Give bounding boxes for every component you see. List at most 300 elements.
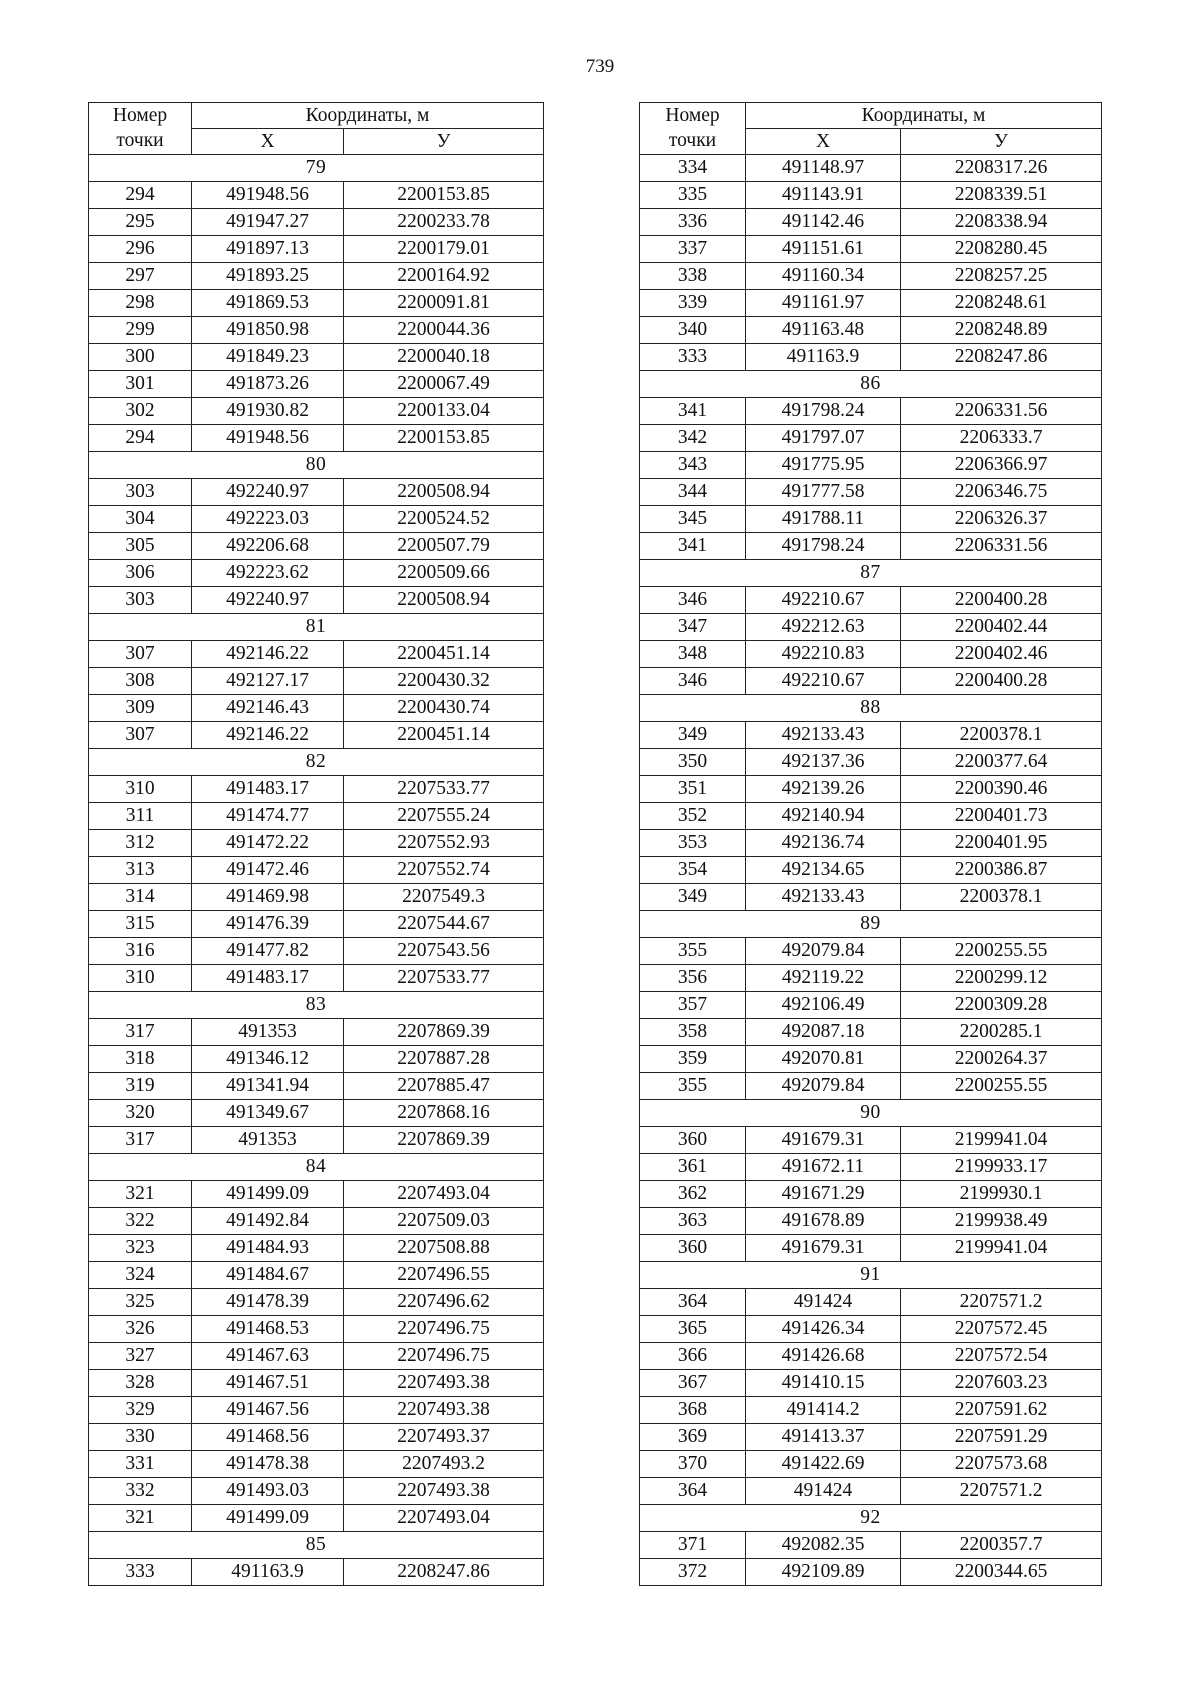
section-row [640, 1262, 1102, 1289]
y-coordinate-cell: 2207493.04 [344, 1505, 544, 1532]
point-number-cell: 314 [89, 884, 192, 911]
table-row [89, 965, 544, 992]
y-coordinate-cell: 2200401.73 [901, 803, 1102, 830]
table-row [89, 722, 544, 749]
point-number-cell: 299 [89, 317, 192, 344]
y-coordinate-cell: 2207493.04 [344, 1181, 544, 1208]
y-coordinate-cell: 2200430.32 [344, 668, 544, 695]
table-row [640, 1370, 1102, 1397]
x-coordinate-cell: 491142.46 [746, 209, 901, 236]
y-coordinate-cell: 2207544.67 [344, 911, 544, 938]
table-row [640, 1397, 1102, 1424]
y-coordinate-cell: 2207552.93 [344, 830, 544, 857]
point-number-cell: 354 [640, 857, 746, 884]
point-number-cell: 347 [640, 614, 746, 641]
x-header: X [192, 129, 344, 155]
y-coordinate-cell: 2200451.14 [344, 722, 544, 749]
table-row [640, 938, 1102, 965]
point-number-cell: 345 [640, 506, 746, 533]
y-coordinate-cell: 2207533.77 [344, 965, 544, 992]
table-row [640, 1235, 1102, 1262]
y-coordinate-cell: 2207869.39 [344, 1127, 544, 1154]
y-coordinate-cell: 2200400.28 [901, 668, 1102, 695]
x-coordinate-cell: 492146.43 [192, 695, 344, 722]
x-coordinate-cell: 491414.2 [746, 1397, 901, 1424]
x-coordinate-cell: 491893.25 [192, 263, 344, 290]
section-row [89, 992, 544, 1019]
x-coordinate-cell: 491948.56 [192, 182, 344, 209]
x-coordinate-cell: 492082.35 [746, 1532, 901, 1559]
point-number-cell: 340 [640, 317, 746, 344]
table-row [89, 1100, 544, 1127]
coordinates-table-left [88, 102, 544, 1586]
point-number-cell: 307 [89, 722, 192, 749]
point-number-cell: 319 [89, 1073, 192, 1100]
point-number-cell: 339 [640, 290, 746, 317]
point-number-cell: 309 [89, 695, 192, 722]
x-coordinate-cell: 491478.38 [192, 1451, 344, 1478]
x-coordinate-cell: 491424 [746, 1289, 901, 1316]
x-coordinate-cell: 491341.94 [192, 1073, 344, 1100]
x-coordinate-cell: 492079.84 [746, 1073, 901, 1100]
y-coordinate-cell: 2200067.49 [344, 371, 544, 398]
section-number: 89 [640, 911, 1102, 938]
x-coordinate-cell: 492223.03 [192, 506, 344, 533]
y-coordinate-cell: 2207555.24 [344, 803, 544, 830]
table-row [640, 452, 1102, 479]
point-number-cell: 311 [89, 803, 192, 830]
x-coordinate-cell: 491775.95 [746, 452, 901, 479]
table-row [640, 155, 1102, 182]
point-number-cell: 318 [89, 1046, 192, 1073]
section-number: 83 [89, 992, 544, 1019]
x-coordinate-cell: 491160.34 [746, 263, 901, 290]
y-coordinate-cell: 2200133.04 [344, 398, 544, 425]
table-row [640, 992, 1102, 1019]
y-coordinate-cell: 2206366.97 [901, 452, 1102, 479]
section-number: 79 [89, 155, 544, 182]
x-coordinate-cell: 492240.97 [192, 587, 344, 614]
y-coordinate-cell: 2200451.14 [344, 641, 544, 668]
point-number-cell: 364 [640, 1478, 746, 1505]
x-coordinate-cell: 492079.84 [746, 938, 901, 965]
y-coordinate-cell: 2208257.25 [901, 263, 1102, 290]
point-number-cell: 349 [640, 884, 746, 911]
y-coordinate-cell: 2208248.89 [901, 317, 1102, 344]
table-row [640, 236, 1102, 263]
table-row [640, 1289, 1102, 1316]
x-coordinate-cell: 491947.27 [192, 209, 344, 236]
x-coordinate-cell: 491679.31 [746, 1127, 901, 1154]
point-number-cell: 359 [640, 1046, 746, 1073]
point-number-cell: 351 [640, 776, 746, 803]
x-coordinate-cell: 491788.11 [746, 506, 901, 533]
point-number-cell: 344 [640, 479, 746, 506]
section-number: 81 [89, 614, 544, 641]
table-row [640, 533, 1102, 560]
table-row [640, 425, 1102, 452]
y-coordinate-cell: 2200255.55 [901, 1073, 1102, 1100]
section-number: 90 [640, 1100, 1102, 1127]
y-coordinate-cell: 2208247.86 [901, 344, 1102, 371]
y-coordinate-cell: 2200378.1 [901, 722, 1102, 749]
section-row [89, 155, 544, 182]
table-row [89, 533, 544, 560]
point-number-cell: 357 [640, 992, 746, 1019]
y-coordinate-cell: 2206326.37 [901, 506, 1102, 533]
table-row [89, 209, 544, 236]
coordinates-header: Координаты, м [746, 103, 1102, 129]
section-row [640, 1100, 1102, 1127]
y-coordinate-cell: 2207869.39 [344, 1019, 544, 1046]
table-row [89, 182, 544, 209]
point-number-cell: 358 [640, 1019, 746, 1046]
y-coordinate-cell: 2207493.38 [344, 1397, 544, 1424]
y-coordinate-cell: 2200400.28 [901, 587, 1102, 614]
point-number-cell: 346 [640, 668, 746, 695]
table-row [89, 1262, 544, 1289]
section-number: 86 [640, 371, 1102, 398]
point-number-cell: 341 [640, 533, 746, 560]
y-coordinate-cell: 2207885.47 [344, 1073, 544, 1100]
y-coordinate-cell: 2207496.75 [344, 1316, 544, 1343]
y-coordinate-cell: 2207493.38 [344, 1478, 544, 1505]
point-number-cell: 336 [640, 209, 746, 236]
point-number-cell: 342 [640, 425, 746, 452]
y-coordinate-cell: 2200044.36 [344, 317, 544, 344]
point-number-cell: 322 [89, 1208, 192, 1235]
table-row [640, 857, 1102, 884]
y-coordinate-cell: 2208280.45 [901, 236, 1102, 263]
point-number-cell: 360 [640, 1127, 746, 1154]
x-coordinate-cell: 491353 [192, 1019, 344, 1046]
x-coordinate-cell: 492206.68 [192, 533, 344, 560]
point-number-cell: 335 [640, 182, 746, 209]
table-row [89, 1046, 544, 1073]
coordinates-header: Координаты, м [192, 103, 544, 129]
table-row [89, 803, 544, 830]
y-header: У [344, 129, 544, 155]
y-coordinate-cell: 2206331.56 [901, 533, 1102, 560]
point-number-cell: 360 [640, 1235, 746, 1262]
table-row [640, 722, 1102, 749]
table-row [640, 1559, 1102, 1586]
point-number-cell: 372 [640, 1559, 746, 1586]
table-row [89, 317, 544, 344]
x-coordinate-cell: 491163.9 [192, 1559, 344, 1586]
table-row [640, 884, 1102, 911]
point-number-cell: 296 [89, 236, 192, 263]
section-row [640, 371, 1102, 398]
table-row [89, 884, 544, 911]
section-number: 85 [89, 1532, 544, 1559]
table-row [640, 317, 1102, 344]
x-coordinate-cell: 492119.22 [746, 965, 901, 992]
table-row [89, 1289, 544, 1316]
x-coordinate-cell: 491798.24 [746, 398, 901, 425]
table-row [640, 1181, 1102, 1208]
table-row [640, 749, 1102, 776]
y-coordinate-cell: 2200285.1 [901, 1019, 1102, 1046]
y-coordinate-cell: 2208339.51 [901, 182, 1102, 209]
x-coordinate-cell: 491483.17 [192, 965, 344, 992]
y-coordinate-cell: 2207868.16 [344, 1100, 544, 1127]
x-coordinate-cell: 492210.83 [746, 641, 901, 668]
y-coordinate-cell: 2207552.74 [344, 857, 544, 884]
y-coordinate-cell: 2207591.29 [901, 1424, 1102, 1451]
point-number-cell: 298 [89, 290, 192, 317]
point-number-cell: 327 [89, 1343, 192, 1370]
table-row [640, 1451, 1102, 1478]
x-coordinate-cell: 491850.98 [192, 317, 344, 344]
y-coordinate-cell: 2207509.03 [344, 1208, 544, 1235]
point-number-cell: 369 [640, 1424, 746, 1451]
table-row [89, 587, 544, 614]
y-coordinate-cell: 2200344.65 [901, 1559, 1102, 1586]
x-coordinate-cell: 492087.18 [746, 1019, 901, 1046]
y-coordinate-cell: 2200377.64 [901, 749, 1102, 776]
point-number-cell: 326 [89, 1316, 192, 1343]
table-row [89, 938, 544, 965]
x-coordinate-cell: 492223.62 [192, 560, 344, 587]
table-row [89, 344, 544, 371]
point-number-cell: 310 [89, 776, 192, 803]
table-row [640, 344, 1102, 371]
y-coordinate-cell: 2200378.1 [901, 884, 1102, 911]
point-number-cell: 328 [89, 1370, 192, 1397]
y-coordinate-cell: 2200179.01 [344, 236, 544, 263]
table-row [89, 668, 544, 695]
section-number: 80 [89, 452, 544, 479]
x-coordinate-cell: 491930.82 [192, 398, 344, 425]
point-number-cell: 361 [640, 1154, 746, 1181]
point-number-cell: 324 [89, 1262, 192, 1289]
x-coordinate-cell: 491467.51 [192, 1370, 344, 1397]
y-coordinate-cell: 2207573.68 [901, 1451, 1102, 1478]
x-coordinate-cell: 492136.74 [746, 830, 901, 857]
y-coordinate-cell: 2207493.37 [344, 1424, 544, 1451]
y-coordinate-cell: 2207493.38 [344, 1370, 544, 1397]
x-coordinate-cell: 491346.12 [192, 1046, 344, 1073]
y-coordinate-cell: 2200430.74 [344, 695, 544, 722]
x-coordinate-cell: 491493.03 [192, 1478, 344, 1505]
y-coordinate-cell: 2208338.94 [901, 209, 1102, 236]
y-coordinate-cell: 2207533.77 [344, 776, 544, 803]
point-number-cell: 332 [89, 1478, 192, 1505]
point-number-cell: 305 [89, 533, 192, 560]
point-number-cell: 355 [640, 938, 746, 965]
point-number-cell: 338 [640, 263, 746, 290]
y-coordinate-cell: 2207887.28 [344, 1046, 544, 1073]
point-number-cell: 356 [640, 965, 746, 992]
x-coordinate-cell: 491410.15 [746, 1370, 901, 1397]
x-coordinate-cell: 491797.07 [746, 425, 901, 452]
point-number-cell: 330 [89, 1424, 192, 1451]
table-row [640, 641, 1102, 668]
table-row [89, 695, 544, 722]
section-row [89, 1154, 544, 1181]
table-row [640, 479, 1102, 506]
point-number-cell: 366 [640, 1343, 746, 1370]
section-row [640, 560, 1102, 587]
table-row [640, 1343, 1102, 1370]
table-row [89, 1424, 544, 1451]
point-number-cell: 323 [89, 1235, 192, 1262]
x-coordinate-cell: 491353 [192, 1127, 344, 1154]
x-coordinate-cell: 491483.17 [192, 776, 344, 803]
point-number-cell: 341 [640, 398, 746, 425]
point-number-cell: 343 [640, 452, 746, 479]
table-row [89, 560, 544, 587]
table-row [640, 1019, 1102, 1046]
point-number-cell: 334 [640, 155, 746, 182]
x-coordinate-cell: 491426.68 [746, 1343, 901, 1370]
point-number-cell: 313 [89, 857, 192, 884]
section-number: 88 [640, 695, 1102, 722]
y-coordinate-cell: 2200508.94 [344, 587, 544, 614]
x-coordinate-cell: 491161.97 [746, 290, 901, 317]
x-coordinate-cell: 492133.43 [746, 722, 901, 749]
x-coordinate-cell: 491777.58 [746, 479, 901, 506]
y-coordinate-cell: 2207493.2 [344, 1451, 544, 1478]
point-number-cell: 300 [89, 344, 192, 371]
table-row [640, 1154, 1102, 1181]
point-number-cell: 363 [640, 1208, 746, 1235]
point-number-cell: 353 [640, 830, 746, 857]
table-row [89, 479, 544, 506]
x-coordinate-cell: 491474.77 [192, 803, 344, 830]
y-coordinate-cell: 2199933.17 [901, 1154, 1102, 1181]
x-coordinate-cell: 491468.56 [192, 1424, 344, 1451]
point-number-cell: 370 [640, 1451, 746, 1478]
table-row [89, 425, 544, 452]
x-coordinate-cell: 491849.23 [192, 344, 344, 371]
point-number-cell: 317 [89, 1127, 192, 1154]
point-number-cell: 352 [640, 803, 746, 830]
point-number-cell: 317 [89, 1019, 192, 1046]
x-coordinate-cell: 492210.67 [746, 668, 901, 695]
point-number-cell: 301 [89, 371, 192, 398]
y-header: У [901, 129, 1102, 155]
section-row [640, 695, 1102, 722]
x-coordinate-cell: 492134.65 [746, 857, 901, 884]
table-row [640, 1478, 1102, 1505]
table-row [640, 776, 1102, 803]
table-row [640, 1073, 1102, 1100]
point-number-cell: 302 [89, 398, 192, 425]
point-number-cell: 321 [89, 1505, 192, 1532]
table-row [89, 641, 544, 668]
point-number-cell: 333 [89, 1559, 192, 1586]
y-coordinate-cell: 2207496.62 [344, 1289, 544, 1316]
section-number: 92 [640, 1505, 1102, 1532]
y-coordinate-cell: 2200508.94 [344, 479, 544, 506]
y-coordinate-cell: 2200507.79 [344, 533, 544, 560]
y-coordinate-cell: 2206346.75 [901, 479, 1102, 506]
x-coordinate-cell: 492210.67 [746, 587, 901, 614]
y-coordinate-cell: 2207508.88 [344, 1235, 544, 1262]
point-number-cell: 365 [640, 1316, 746, 1343]
point-number-cell: 371 [640, 1532, 746, 1559]
x-coordinate-cell: 491468.53 [192, 1316, 344, 1343]
table-row [640, 803, 1102, 830]
table-row [640, 1046, 1102, 1073]
point-number-header: Номер точки [89, 103, 192, 155]
x-coordinate-cell: 491484.93 [192, 1235, 344, 1262]
table-row [89, 776, 544, 803]
x-coordinate-cell: 492212.63 [746, 614, 901, 641]
y-coordinate-cell: 2200390.46 [901, 776, 1102, 803]
y-coordinate-cell: 2200164.92 [344, 263, 544, 290]
x-coordinate-cell: 492106.49 [746, 992, 901, 1019]
section-number: 84 [89, 1154, 544, 1181]
section-row [89, 1532, 544, 1559]
y-coordinate-cell: 2199941.04 [901, 1127, 1102, 1154]
x-coordinate-cell: 491163.48 [746, 317, 901, 344]
table-row [89, 1397, 544, 1424]
table-row [89, 1505, 544, 1532]
y-coordinate-cell: 2200091.81 [344, 290, 544, 317]
x-coordinate-cell: 492127.17 [192, 668, 344, 695]
table-row [89, 857, 544, 884]
x-coordinate-cell: 492146.22 [192, 641, 344, 668]
y-coordinate-cell: 2207571.2 [901, 1478, 1102, 1505]
point-number-cell: 312 [89, 830, 192, 857]
y-coordinate-cell: 2200386.87 [901, 857, 1102, 884]
y-coordinate-cell: 2207496.55 [344, 1262, 544, 1289]
table-row [640, 263, 1102, 290]
y-coordinate-cell: 2199930.1 [901, 1181, 1102, 1208]
table-row [640, 1424, 1102, 1451]
point-number-cell: 364 [640, 1289, 746, 1316]
y-coordinate-cell: 2200524.52 [344, 506, 544, 533]
point-number-cell: 308 [89, 668, 192, 695]
y-coordinate-cell: 2200264.37 [901, 1046, 1102, 1073]
y-coordinate-cell: 2207543.56 [344, 938, 544, 965]
table-row [89, 1370, 544, 1397]
point-number-cell: 367 [640, 1370, 746, 1397]
x-coordinate-cell: 491148.97 [746, 155, 901, 182]
x-coordinate-cell: 492137.36 [746, 749, 901, 776]
table-row [640, 1532, 1102, 1559]
section-row [640, 1505, 1102, 1532]
x-coordinate-cell: 491897.13 [192, 236, 344, 263]
section-number: 82 [89, 749, 544, 776]
y-coordinate-cell: 2207549.3 [344, 884, 544, 911]
x-coordinate-cell: 491467.63 [192, 1343, 344, 1370]
x-coordinate-cell: 491499.09 [192, 1505, 344, 1532]
table-row [640, 290, 1102, 317]
y-coordinate-cell: 2206333.7 [901, 425, 1102, 452]
point-number-cell: 310 [89, 965, 192, 992]
point-number-cell: 304 [89, 506, 192, 533]
section-row [89, 749, 544, 776]
x-coordinate-cell: 491349.67 [192, 1100, 344, 1127]
y-coordinate-cell: 2200255.55 [901, 938, 1102, 965]
point-number-cell: 331 [89, 1451, 192, 1478]
x-header: X [746, 129, 901, 155]
table-row [89, 1343, 544, 1370]
x-coordinate-cell: 491798.24 [746, 533, 901, 560]
x-coordinate-cell: 491424 [746, 1478, 901, 1505]
point-number-cell: 307 [89, 641, 192, 668]
point-number-cell: 294 [89, 425, 192, 452]
x-coordinate-cell: 491422.69 [746, 1451, 901, 1478]
y-coordinate-cell: 2207572.54 [901, 1343, 1102, 1370]
y-coordinate-cell: 2200509.66 [344, 560, 544, 587]
table-row [89, 263, 544, 290]
y-coordinate-cell: 2208247.86 [344, 1559, 544, 1586]
